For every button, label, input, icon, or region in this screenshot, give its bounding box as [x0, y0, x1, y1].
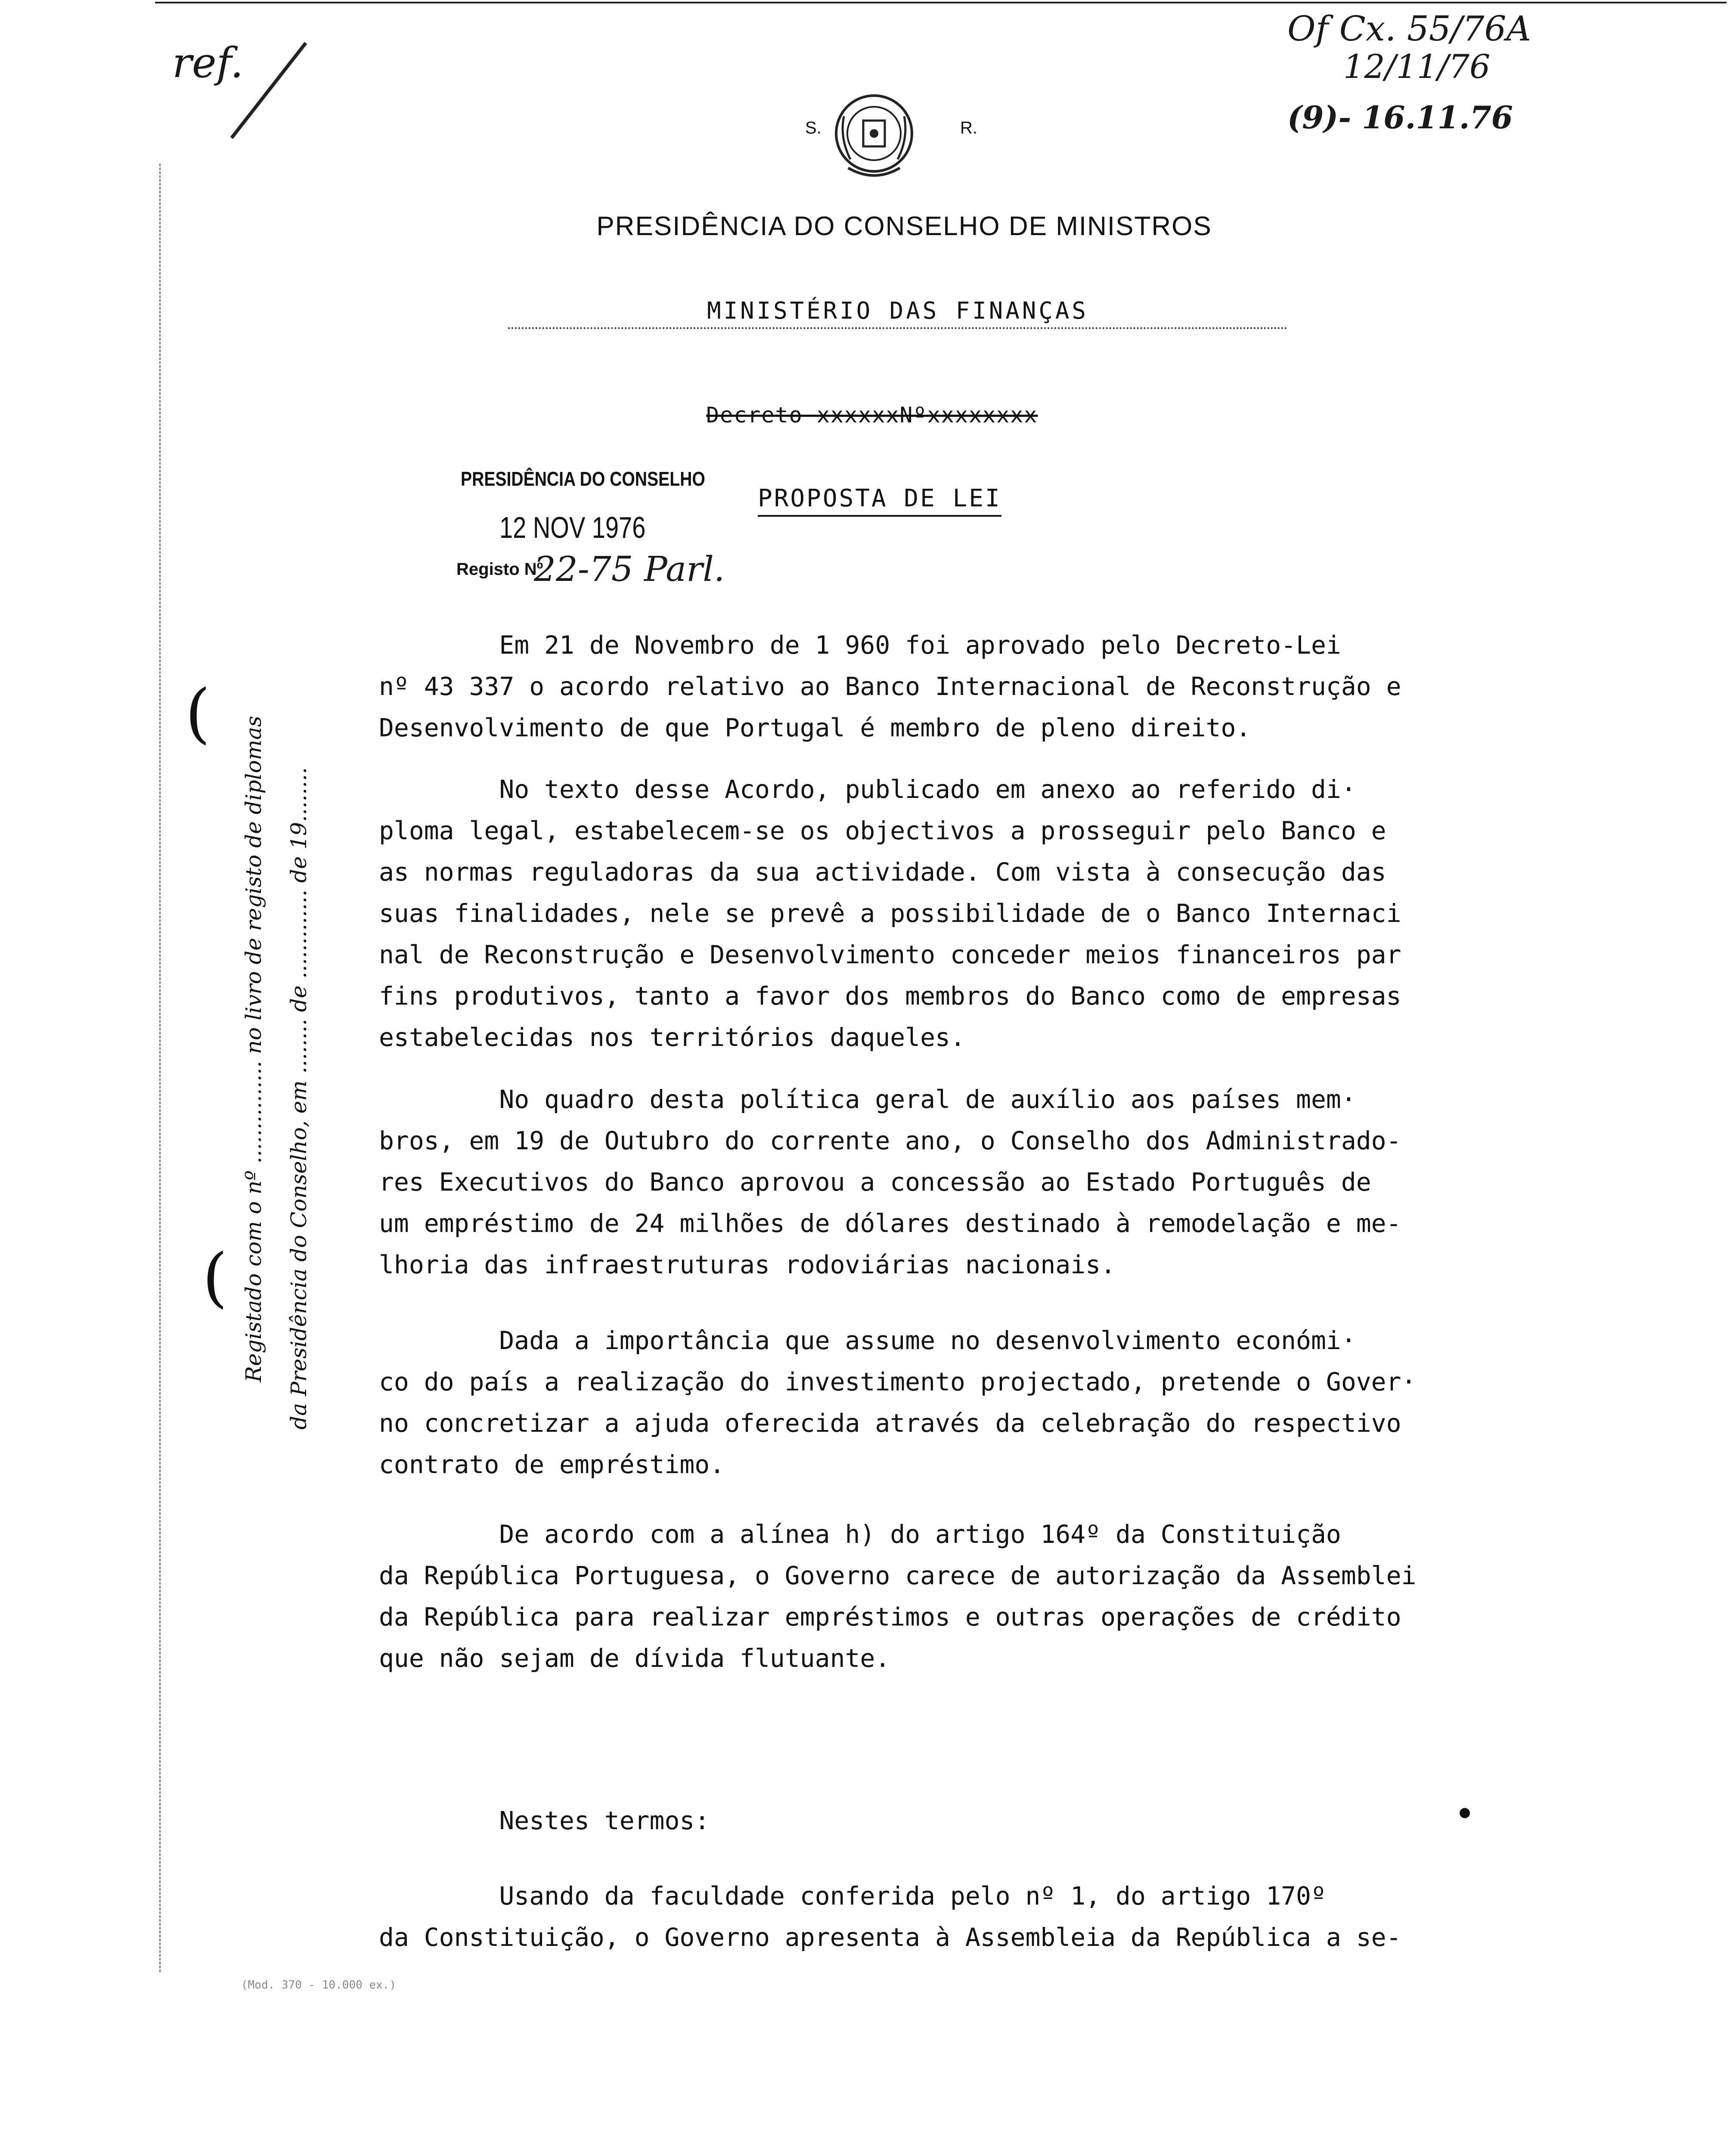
decree-struck-line: Decreto xxxxxxNºxxxxxxxx [706, 403, 1038, 428]
margin-bracket-bottom: ( [202, 1240, 228, 1315]
seal-label-left: S. [805, 118, 822, 137]
top-border-rule [155, 2, 1727, 3]
margin-registration-line-1: Registado com o nº ............... no livro de registo de diplomas [241, 716, 266, 1382]
coat-of-arms-icon [831, 90, 917, 185]
body-paragraph-5: De acordo com a alínea h) do artigo 164º da Constituição da República Portuguesa, o Governo carece de autorização da Assemblei da República para realizar empréstimos e outras operações de crédito que não sejam de dívida flutuante. [379, 1520, 1417, 1673]
stamp-institution: PRESIDÊNCIA DO CONSELHO [461, 468, 705, 490]
form-footnote: (Mod. 370 - 10.000 ex.) [241, 1979, 397, 1992]
handwritten-reference: Of Cx. 55/76A [1287, 9, 1531, 49]
ink-dot: ● [1460, 1802, 1470, 1822]
stamp-date: 12 NOV 1976 [499, 511, 646, 544]
handwritten-number: (9)- 16.11.76 [1287, 99, 1513, 136]
institution-heading: PRESIDÊNCIA DO CONSELHO DE MINISTROS [596, 211, 1212, 241]
stamp-registo-number: 22-75 Parl. [534, 549, 725, 589]
body-paragraph-1: Em 21 de Novembro de 1 960 foi aprovado pelo Decreto-Lei nº 43 337 o acordo relativo ao Banco Internacional de Reconstrução e Desenvolvimento de que Portugal é membro de pleno direito. [379, 630, 1401, 742]
body-paragraph-4: Dada a importância que assume no desenvolvimento económi· co do país a realização do investimento projectado, pretende o Gover· no concretizar a ajuda oferecida através da celebração do respectivo contrato de empréstimo. [379, 1326, 1417, 1479]
margin-bracket-top: ( [185, 676, 211, 751]
body-paragraph-6: Nestes termos: [379, 1806, 710, 1835]
document-title: PROPOSTA DE LEI [758, 484, 1001, 517]
body-paragraph-2: No texto desse Acordo, publicado em anexo ao referido di· ploma legal, estabelecem-se os objectivos a prosseguir pelo Banco e as normas reguladoras da sua actividade. Com vista à consecução das suas finalidades, nele se prevê a possibilidade de o Banco Internaci nal de Reconstrução e Desenvolvimento conceder meios financeiros par fins produtivos, tanto a favor dos membros do Banco como de empresas estabelecidas nos territórios daqueles. [379, 775, 1401, 1052]
seal-label-right: R. [960, 118, 977, 137]
ministry-name: MINISTÉRIO DAS FINANÇAS [707, 297, 1088, 324]
perforation-line [159, 164, 161, 1972]
stamp-registo-label: Registo Nº [456, 560, 543, 579]
handwritten-date: 12/11/76 [1343, 47, 1491, 86]
body-paragraph-3: No quadro desta política geral de auxílio aos países mem· bros, em 19 de Outubro do corrente ano, o Conselho dos Administrado- res Executivos do Banco aprovou a concessão ao Estado Português de um empréstimo de 24 milhões de dólares destinado à remodelação e me- lhoria das infraestruturas rodoviárias nacionais. [379, 1085, 1401, 1279]
handwritten-initials: ref. [172, 39, 244, 87]
body-paragraph-7: Usando da faculdade conferida pelo nº 1, do artigo 170º da Constituição, o Governo apresenta à Assembleia da República a se- [379, 1881, 1401, 1952]
margin-registration-line-2: da Presidência do Conselho, em ........ de ............. de 19........ [286, 767, 311, 1430]
